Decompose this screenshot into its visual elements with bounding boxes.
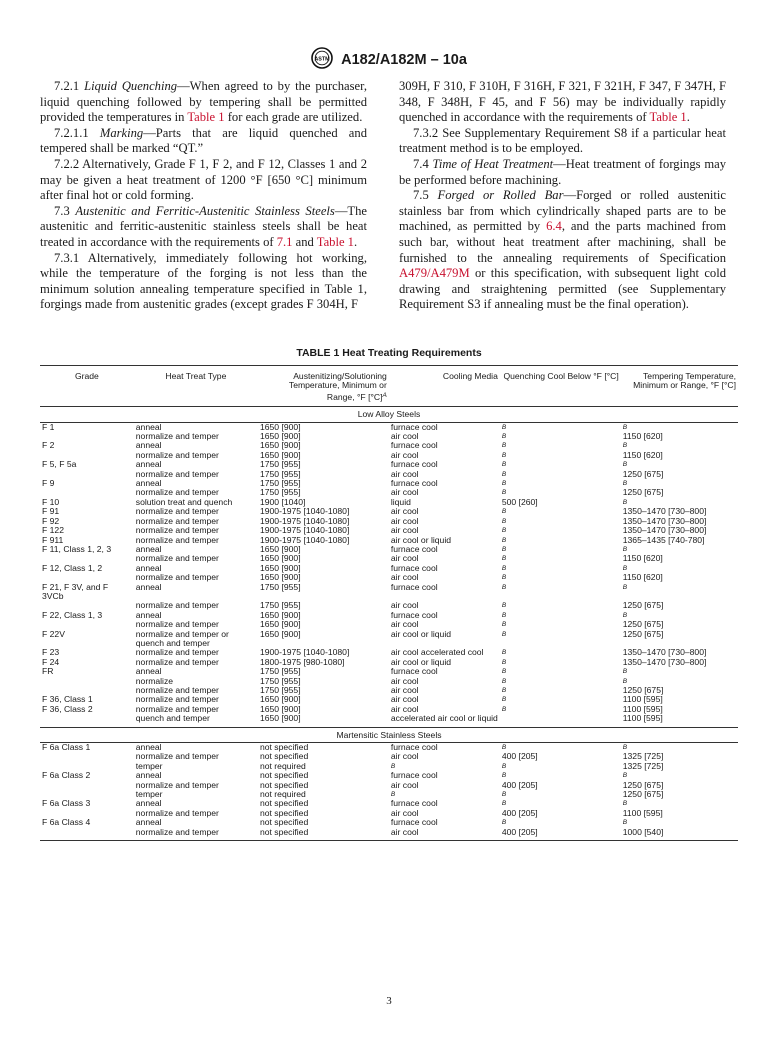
austenitizing-cell: 1750 [955] [259, 487, 301, 498]
footnote-b-marker: B [501, 649, 507, 657]
heat-treat-cell: anneal [135, 817, 162, 828]
low-alloy-body [40, 407, 738, 727]
heat-treat-cell: normalize and temper [135, 656, 219, 667]
footnote-b-marker: B [501, 508, 507, 516]
tempering-cell: 1100 [595] [622, 713, 663, 724]
heat-treat-cell: anneal [135, 798, 162, 809]
quenching-cell: 400 [205] [501, 751, 538, 762]
austenitizing-cell: 1650 [900] [259, 431, 301, 442]
austenitizing-cell: 1650 [900] [259, 703, 301, 714]
grade-cell: F 911 [42, 534, 64, 545]
heat-treat-cell: normalize and temper [135, 431, 219, 442]
austenitizing-cell: 1900-1975 [1040-1080] [259, 534, 350, 545]
cooling-cell: air cool or liquid [390, 628, 452, 639]
grade-cell [40, 714, 134, 727]
austenitizing-cell: not specified [258, 828, 389, 841]
cooling-cell: furnace cool [390, 770, 438, 781]
footnote-b-marker: B [622, 677, 628, 685]
grade-cell [40, 781, 134, 790]
cooling-cell: air cool or liquid [390, 656, 452, 667]
footnote-b-marker: B [501, 791, 507, 799]
heat-treat-cell: anneal [135, 562, 162, 573]
heat-treat-cell: normalize and temper or quench and temper [135, 628, 229, 648]
tempering-cell: 1350–1470 [730–800] [622, 656, 707, 667]
para-7-2-1: 7.2.1 Liquid Quenching—When agreed to by the purchaser, liquid quenching followed by tempering shall be permitted provided the temperatures in Table 1 for each grade are utilized. [40, 79, 367, 125]
cooling-cell: air cool accelerated cool [390, 647, 484, 658]
footnote-b-marker: B [501, 517, 507, 525]
tempering-cell: 1250 [675] [622, 779, 664, 790]
austenitizing-cell: 1750 [955] [259, 675, 301, 686]
footnote-b-marker: B [622, 800, 628, 808]
tempering-cell: 1325 [725] [622, 760, 664, 771]
tempering-cell: 1250 [675] [622, 628, 664, 639]
heat-treat-cell: anneal [135, 543, 162, 554]
section-row-low-alloy: Low Alloy Steels [40, 407, 738, 422]
cooling-cell: furnace cool [390, 459, 438, 470]
cooling-cell: furnace cool [390, 562, 438, 573]
footnote-b-marker: B [501, 545, 507, 553]
austenitizing-cell: 1650 [900] [259, 440, 301, 451]
austenitizing-cell: 1750 [955] [259, 581, 301, 592]
footnote-b-marker: B [501, 611, 507, 619]
page-header [0, 47, 778, 73]
heat-treat-cell: normalize and temper [135, 807, 219, 818]
cooling-cell: furnace cool [390, 543, 438, 554]
footnote-b-marker: B [390, 762, 396, 770]
section-row-martensitic: Martensitic Stainless Steels [40, 727, 738, 742]
heat-treating-table [40, 365, 738, 841]
tempering-cell: 1250 [675] [622, 619, 664, 630]
spec-a479-link[interactable]: A479/A479M [399, 266, 470, 281]
cooling-cell: air cool [390, 553, 419, 564]
footnote-b-marker: B [501, 772, 507, 780]
austenitizing-cell: not specified [259, 779, 309, 790]
footnote-b-marker: B [622, 668, 628, 676]
grade-cell: F 6a Class 1 [42, 742, 91, 753]
cooling-cell: liquid [390, 496, 411, 507]
austenitizing-cell: 1750 [955] [259, 478, 301, 489]
heat-treat-cell: normalize and temper [135, 619, 219, 630]
austenitizing-cell: 1650 [900] [259, 572, 301, 583]
table-row [40, 714, 738, 727]
header-quenching-cool: Quenching Cool Below °F [°C] [500, 366, 621, 407]
para-7-4: 7.4 Time of Heat Treatment—Heat treatment of forgings may be performed before machining. [399, 156, 727, 187]
footnote-b-marker: B [501, 489, 507, 497]
footnote-b-marker: B [622, 442, 628, 450]
header-cooling-media: Cooling Media [389, 366, 500, 407]
austenitizing-cell: 1750 [955] [259, 459, 301, 470]
austenitizing-cell: not specified [259, 742, 309, 753]
austenitizing-cell: not specified [259, 817, 309, 828]
heat-treat-cell: normalize and temper [135, 515, 219, 526]
footnote-b-marker: B [622, 819, 628, 827]
grade-cell: F 6a Class 3 [42, 798, 91, 809]
heat-treat-cell: anneal [135, 609, 162, 620]
grade-cell: F 12, Class 1, 2 [42, 562, 103, 573]
footnote-b-marker: B [501, 696, 507, 704]
tempering-cell: 1350–1470 [730–800] [622, 525, 707, 536]
heat-treat-cell: anneal [135, 421, 162, 432]
quenching-cell: 500 [260] [501, 496, 538, 507]
footnote-b-marker: B [501, 461, 507, 469]
astm-logo-icon [311, 47, 333, 73]
grade-cell: F 91 [42, 506, 60, 517]
cooling-cell: accelerated air cool or liquid [390, 713, 498, 724]
cooling-cell: air cool [390, 431, 419, 442]
heat-treat-cell: normalize and temper [135, 572, 219, 583]
tempering-cell: 1350–1470 [730–800] [622, 647, 707, 658]
grade-cell: F 36, Class 2 [42, 703, 93, 714]
tempering-cell: 1150 [620] [622, 572, 663, 583]
austenitizing-cell: 1750 [955] [259, 600, 301, 611]
grade-cell: F 24 [42, 656, 60, 667]
footnote-b-marker: B [501, 583, 507, 591]
footnote-b-marker: B [501, 433, 507, 441]
grade-cell: F 36, Class 1 [42, 694, 93, 705]
quenching-cell: 400 [205] [501, 779, 538, 790]
table-row [40, 583, 738, 602]
austenitizing-cell: not required [259, 760, 306, 771]
austenitizing-cell: 1750 [955] [259, 468, 301, 479]
grade-cell: FR [42, 666, 54, 677]
footnote-b-marker: B [622, 461, 628, 469]
cooling-cell: furnace cool [390, 581, 438, 592]
austenitizing-cell: 1900 [1040] [259, 496, 306, 507]
table-title: TABLE 1 Heat Treating Requirements [296, 347, 482, 359]
grade-cell [40, 470, 134, 479]
cooling-cell: air cool [390, 751, 419, 762]
heat-treat-cell: normalize and temper [135, 534, 219, 545]
tempering-cell: 1250 [675] [622, 468, 664, 479]
heat-treat-cell: normalize and temper [134, 828, 258, 841]
heat-treat-cell: normalize and temper [135, 703, 219, 714]
heat-treat-cell: anneal [135, 742, 162, 753]
footnote-b-marker: B [622, 545, 628, 553]
grade-cell: F 6a Class 2 [42, 770, 91, 781]
tempering-cell: 1325 [725] [622, 751, 664, 762]
footnote-a-marker: A [382, 391, 387, 399]
heat-treat-cell: normalize and temper [135, 779, 219, 790]
cooling-cell: air cool [390, 600, 419, 611]
footnote-b-marker: B [501, 451, 507, 459]
table-header-row [40, 366, 738, 407]
grade-cell: F 122 [42, 525, 64, 536]
austenitizing-cell: 1650 [900] [259, 694, 301, 705]
footnote-b-marker: B [501, 762, 507, 770]
header-austenitizing: Austenitizing/Solutioning Temperature, Minimum or Range, °F $[^\circ C]^A$ [258, 366, 389, 407]
footnote-b-marker: B [501, 677, 507, 685]
austenitizing-cell: 1800-1975 [980-1080] [259, 656, 345, 667]
heat-treat-cell: normalize and temper [135, 468, 219, 479]
cooling-cell: air cool [390, 675, 419, 686]
footnote-b-marker: B [501, 574, 507, 582]
para-7-3: 7.3 Austenitic and Ferritic-Austenitic Stainless Steels—The austenitic and ferritic-austenitic stainless steels shall be heat treated in accordance with the requirements of 7.1 and Table 1. [40, 203, 367, 249]
right-text-column [399, 79, 726, 313]
heat-treat-cell: anneal [135, 770, 162, 781]
cooling-cell: furnace cool [390, 440, 438, 451]
heat-treat-cell: normalize and temper [135, 553, 219, 564]
grade-cell: F 22, Class 1, 3 [42, 609, 103, 620]
grade-cell: F 10 [42, 496, 60, 507]
footnote-b-marker: B [501, 668, 507, 676]
austenitizing-cell: 1650 [900] [259, 713, 301, 724]
table-row [40, 828, 738, 841]
grade-cell: F 6a Class 4 [42, 817, 91, 828]
cooling-cell: air cool [390, 572, 419, 583]
tempering-cell: 1150 [620] [622, 431, 663, 442]
grade-cell: F 23 [42, 647, 60, 658]
heat-treat-cell: normalize and temper [135, 487, 219, 498]
footnote-b-marker: B [501, 630, 507, 638]
cooling-cell: air cool [390, 619, 419, 630]
standard-designation: A182/A182M – 10a [341, 52, 467, 68]
footnote-b-marker: B [622, 611, 628, 619]
austenitizing-cell: 1650 [900] [259, 543, 301, 554]
cooling-cell: furnace cool [390, 817, 438, 828]
austenitizing-cell: 1650 [900] [259, 553, 301, 564]
footnote-b-marker: B [501, 621, 507, 629]
footnote-b-marker: B [501, 470, 507, 478]
left-text-column [40, 79, 367, 313]
footnote-b-marker: B [501, 480, 507, 488]
tempering-cell: 1350–1470 [730–800] [622, 515, 707, 526]
cooling-cell: air cool [390, 515, 419, 526]
grade-cell [40, 432, 134, 441]
header-heat-treat-type: Heat Treat Type [134, 366, 258, 407]
heat-treat-cell: normalize and temper [135, 694, 219, 705]
tempering-cell: 1365–1435 [740-780] [622, 534, 705, 545]
para-7-3-2: 7.3.2 See Supplementary Requirement S8 if a particular heat treatment method is to be employed. [399, 125, 726, 156]
heat-treat-cell: normalize and temper [135, 506, 219, 517]
table-1-link[interactable]: Table 1 [187, 110, 225, 125]
austenitizing-cell: 1650 [900] [259, 421, 301, 432]
austenitizing-cell: 1900-1975 [1040-1080] [259, 515, 350, 526]
footnote-b-marker: B [622, 564, 628, 572]
heat-treat-cell: normalize and temper [135, 449, 219, 460]
footnote-b-marker: B [501, 555, 507, 563]
grade-cell: F 21, F 3V, and F 3VCb [42, 581, 109, 601]
footnote-b-marker: B [501, 423, 507, 431]
cooling-cell: air cool [390, 525, 419, 536]
footnote-b-marker: B [622, 583, 628, 591]
para-7-2-2: 7.2.2 Alternatively, Grade F 1, F 2, and F 12, Classes 1 and 2 may be given a heat treatment of 1200 °F [650 °C] minimum after final hot or cold forming. [40, 156, 367, 203]
heat-treat-cell: normalize and temper [135, 525, 219, 536]
cooling-cell: air cool [390, 807, 419, 818]
footnote-b-marker: B [390, 791, 396, 799]
footnote-b-marker: B [622, 744, 628, 752]
para-7-5: 7.5 Forged or Rolled Bar—Forged or rolled austenitic stainless bar from which cylindrically shaped parts are to be machined, as permitted by 6.4, and the parts machined from such bar, without heat treatment after machining, shall be furnished to the annealing requirements of Specification A479/A479M or this specification, with subsequent light cold drawing and straightening permitted (see Supplementary Requirement S3 if annealing must be the final operation). [399, 188, 727, 312]
tempering-cell: 1250 [675] [622, 789, 664, 800]
cooling-cell: air cool or liquid [390, 534, 452, 545]
heat-treat-cell: normalize and temper [135, 647, 219, 658]
heat-treat-cell: temper [135, 789, 163, 800]
quenching-cell: 400 [205] [500, 828, 621, 841]
heat-treat-cell: anneal [135, 459, 162, 470]
grade-cell [40, 677, 134, 686]
tempering-cell: 1350–1470 [730–800] [622, 506, 707, 517]
austenitizing-cell: 1900-1975 [1040-1080] [259, 647, 350, 658]
cooling-cell: air cool [390, 449, 419, 460]
heat-treat-cell: normalize and temper [135, 600, 219, 611]
heat-treat-cell: anneal [135, 581, 162, 592]
grade-cell: F 1 [42, 421, 55, 432]
grade-cell: F 9 [42, 478, 55, 489]
footnote-b-marker: B [501, 564, 507, 572]
austenitizing-cell: 1900-1975 [1040-1080] [259, 506, 350, 517]
austenitizing-cell: not specified [259, 770, 309, 781]
cooling-cell: air cool [390, 487, 419, 498]
footnote-b-marker: B [622, 772, 628, 780]
quenching-cell: 400 [205] [501, 807, 538, 818]
heat-treat-cell: solution treat and quench [135, 496, 233, 507]
tempering-cell: 1100 [595] [622, 703, 663, 714]
footnote-b-marker: B [501, 744, 507, 752]
austenitizing-cell: 1900-1975 [1040-1080] [259, 525, 350, 536]
grade-cell: F 5, F 5a [42, 459, 77, 470]
footnote-b-marker: B [501, 800, 507, 808]
logo-lettering: ASTM [314, 56, 330, 63]
cooling-cell: air cool [390, 506, 419, 517]
grade-cell [40, 752, 134, 761]
footnote-b-marker: B [501, 705, 507, 713]
footnote-b-marker: B [501, 819, 507, 827]
footnote-b-marker: B [501, 687, 507, 694]
heat-treat-cell: temper [135, 760, 163, 771]
tempering-cell: 1000 [540] [621, 828, 738, 841]
para-7-3-1-cont: 309H, F 310, F 310H, F 316H, F 321, F 321H, F 347, F 347H, F 348, F 348H, F 45, and F 56) may be individually rapidly quenched in accordance with the requirements of Table 1. [399, 79, 726, 125]
austenitizing-cell: 1750 [955] [259, 685, 301, 695]
austenitizing-cell: not specified [259, 807, 309, 818]
tempering-cell: 1100 [595] [622, 807, 663, 818]
footnote-b-marker: B [622, 480, 628, 488]
cooling-cell: air cool [390, 685, 419, 695]
grade-cell: F 2 [42, 440, 55, 451]
heat-treat-cell: normalize [135, 675, 174, 686]
cooling-cell: furnace cool [390, 478, 438, 489]
heat-treat-cell: anneal [135, 440, 162, 451]
austenitizing-cell: not specified [259, 751, 309, 762]
header-grade: Grade [40, 366, 134, 407]
cooling-cell: furnace cool [390, 421, 438, 432]
footnote-b-marker: B [501, 536, 507, 544]
austenitizing-cell: not required [259, 789, 306, 800]
tempering-cell: 1100 [595] [622, 694, 663, 705]
cooling-cell: furnace cool [390, 742, 438, 753]
footnote-b-marker: B [501, 442, 507, 450]
austenitizing-cell: not specified [259, 798, 309, 809]
table-1-link[interactable]: Table 1 [316, 234, 354, 249]
cooling-cell: furnace cool [390, 798, 438, 809]
grade-cell: F 11, Class 1, 2, 3 [42, 543, 112, 554]
martensitic-body [40, 727, 738, 840]
table-1-link[interactable]: Table 1 [649, 110, 687, 125]
footnote-b-marker: B [501, 658, 507, 666]
header-tempering: Tempering Temperature, Minimum or Range, °F [°C] [621, 366, 738, 407]
heat-treat-cell: normalize and temper [135, 685, 219, 695]
heat-treat-cell: quench and temper [135, 713, 210, 724]
austenitizing-cell: 1650 [900] [259, 609, 301, 620]
tempering-cell: 1250 [675] [622, 600, 664, 611]
tempering-cell: 1250 [675] [622, 487, 664, 498]
austenitizing-cell: 1650 [900] [259, 619, 301, 630]
footnote-b-marker: B [501, 527, 507, 535]
page-number: 3 [386, 995, 392, 1007]
para-7-2-1-1: 7.2.1.1 Marking—Parts that are liquid quenched and tempered shall be marked “QT.” [40, 125, 367, 156]
para-7-3-1: 7.3.1 Alternatively, immediately following hot working, while the temperature of the forging is not less than the minimum solution annealing temperature specified in Table 1, forgings made from austenitic grades (except grades F 304H, F [40, 250, 367, 312]
austenitizing-cell: 1750 [955] [259, 666, 301, 677]
section-6-4-link[interactable]: 6.4 [546, 219, 562, 234]
austenitizing-cell: 1650 [900] [259, 562, 301, 573]
grade-cell: F 22V [42, 628, 65, 639]
cooling-cell: air cool [389, 828, 500, 841]
austenitizing-cell: 1650 [900] [259, 449, 301, 460]
tempering-cell: 1250 [675] [622, 685, 664, 695]
footnote-b-marker: B [501, 602, 507, 610]
table-row [40, 630, 738, 649]
grade-cell: F 92 [42, 515, 60, 526]
quenching-cell [500, 714, 621, 727]
heat-treat-cell: anneal [135, 478, 162, 489]
footnote-b-marker: B [622, 498, 628, 506]
footnote-b-marker: B [622, 423, 628, 431]
heat-treat-cell: anneal [135, 666, 162, 677]
tempering-cell: 1150 [620] [622, 449, 663, 460]
tempering-cell: 1150 [620] [622, 553, 663, 564]
section-7-1-link[interactable]: 7.1 [276, 234, 293, 249]
grade-cell [40, 828, 134, 841]
cooling-cell: air cool [390, 703, 419, 714]
austenitizing-cell: 1650 [900] [259, 628, 301, 639]
cooling-cell: air cool [390, 694, 419, 705]
cooling-cell: furnace cool [390, 666, 438, 677]
cooling-cell: air cool [390, 468, 419, 479]
cooling-cell: air cool [390, 779, 419, 790]
heat-treat-cell: normalize and temper [135, 751, 219, 762]
cooling-cell: furnace cool [390, 609, 438, 620]
